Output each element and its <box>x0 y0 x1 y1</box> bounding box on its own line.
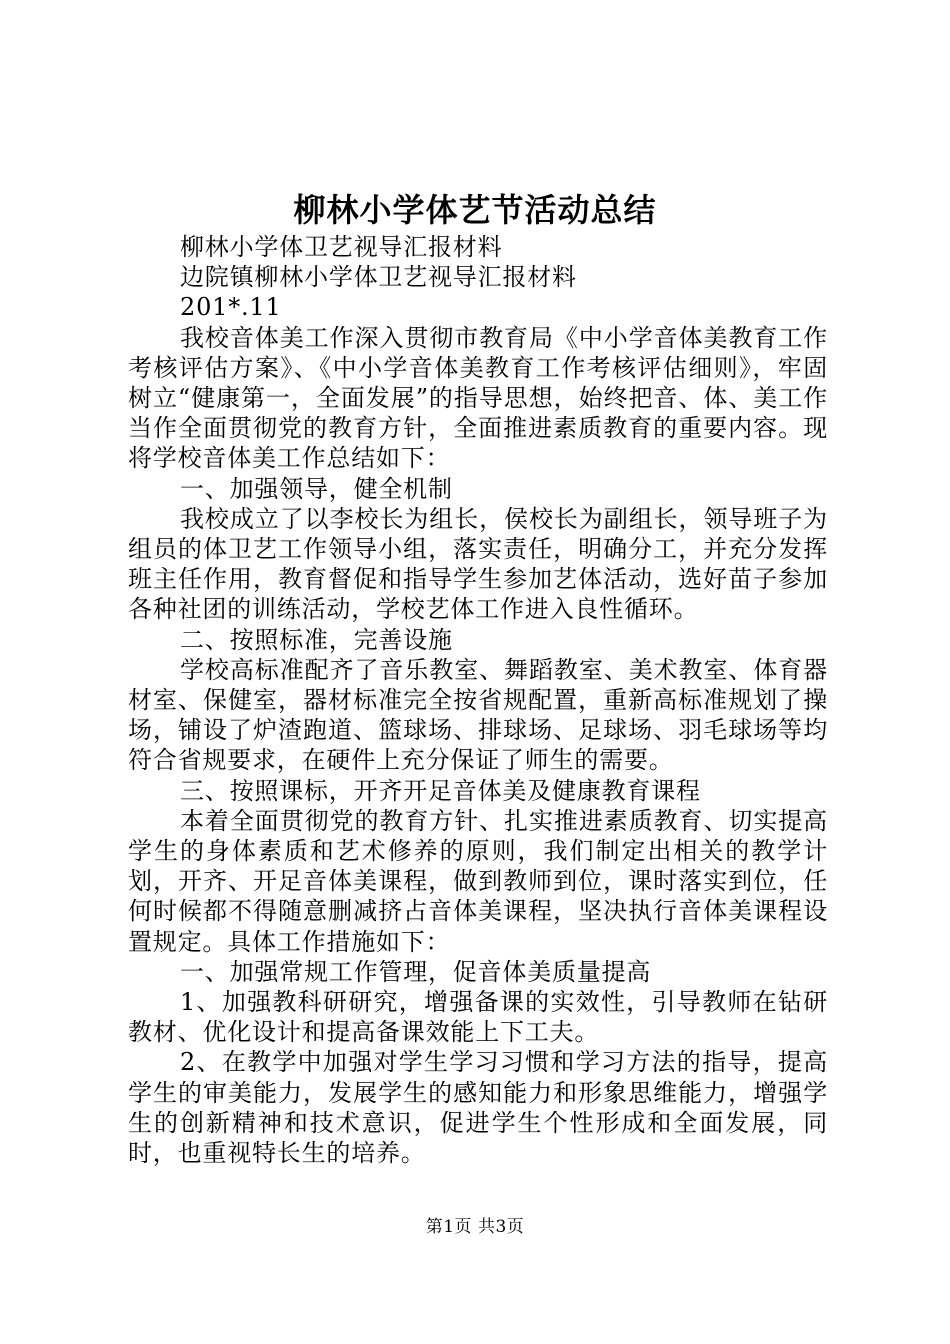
body-paragraph: 2、在教学中加强对学生学习习惯和学习方法的指导，提高学生的审美能力，发展学生的感知能力和形象思维能力，增强学生的创新精神和技术意识，促进学生个性形成和全面发展，同时，也重视特长生的培养。 <box>128 1048 828 1168</box>
body-paragraph: 学校高标准配齐了音乐教室、舞蹈教室、美术教室、体育器材室、保健室，器材标准完全按省规配置，重新高标准规划了操场，铺设了炉渣跑道、篮球场、排球场、足球场、羽毛球场等均符合省规要求，在硬件上充分保证了师生的需要。 <box>128 655 828 775</box>
section-heading: 一、加强常规工作管理，促音体美质量提高 <box>180 957 652 986</box>
date-line: 201*.11 <box>180 293 282 322</box>
subtitle-line: 柳林小学体卫艺视导汇报材料 <box>180 233 503 261</box>
page-footer: 第1页 共3页 <box>425 1217 525 1237</box>
section-heading: 一、加强领导，健全机制 <box>180 474 453 503</box>
document-body <box>128 232 828 1168</box>
body-paragraph: 1、加强教科研研究，增强备课的实效性，引导教师在钻研教材、优化设计和提高备课效能上下工夫。 <box>128 988 828 1047</box>
body-paragraph: 我校音体美工作深入贯彻市教育局《中小学音体美教育工作考核评估方案》、《中小学音体美教育工作考核评估细则》，牢固树立“健康第一，全面发展”的指导思想，始终把音、体、美工作当作全面贯彻党的教育方针，全面推进素质教育的重要内容。现将学校音体美工作总结如下： <box>128 323 828 473</box>
subtitle-line: 边院镇柳林小学体卫艺视导汇报材料 <box>180 263 577 292</box>
section-heading: 二、按照标准，完善设施 <box>180 625 453 654</box>
body-paragraph: 本着全面贯彻党的教育方针、扎实推进素质教育、切实提高学生的身体素质和艺术修养的原则，我们制定出相关的教学计划，开齐、开足音体美课程，做到教师到位，课时落实到位，任何时候都不得随意删减挤占音体美课程，坚决执行音体美课程设置规定。具体工作措施如下： <box>128 806 828 956</box>
section-heading: 三、按照课标，开齐开足音体美及健康教育课程 <box>180 776 701 805</box>
document-title: 柳林小学体艺节活动总结 <box>293 191 657 229</box>
body-paragraph: 我校成立了以李校长为组长，侯校长为副组长，领导班子为组员的体卫艺工作领导小组，落实责任，明确分工，并充分发挥班主任作用，教育督促和指导学生参加艺体活动，选好苗子参加各种社团的训练活动，学校艺体工作进入良性循环。 <box>128 504 828 624</box>
